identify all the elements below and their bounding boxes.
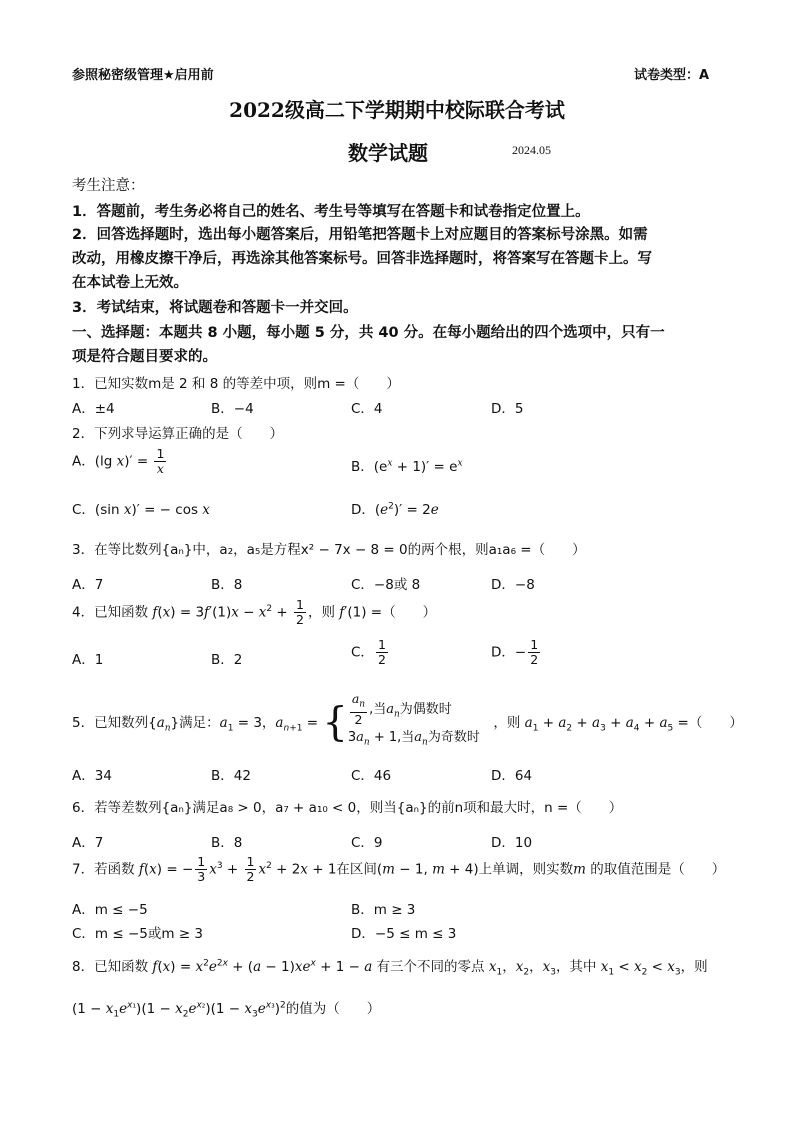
q3-option-c: C．−8或 8 (351, 577, 421, 593)
page-subtitle: 数学试题 (348, 141, 428, 165)
q4-option-c-label: C． (351, 644, 374, 661)
q3-option-d: D．−8 (491, 577, 535, 593)
q7-option-a: A．m ≤ −5 (72, 902, 148, 918)
section-heading-line1: 一、选择题：本题共 8 小题，每小题 5 分，共 40 分。在每小题给出的四个选项中，只有一 (72, 325, 665, 341)
q2-option-a: A．(lg x)′ = $\frac{1}{x}$ (72, 446, 165, 476)
q4-option-c: C． $\frac{1}{2}$ (351, 637, 386, 667)
q5-option-a: A．34 (72, 768, 112, 784)
section-heading-line2: 项是符合题目要求的。 (72, 349, 217, 365)
q7-option-d: D．−5 ≤ m ≤ 3 (351, 926, 457, 942)
q5-stem: 5．已知数列$\{a_n\}$满足：$a_1 = 3$，$a_{n+1}$ = { $\frac{a_n}{2}$ ,当$a_n$为偶数时 $3a_n + 1$,当$a_n$为奇数时 ，则 $a_1 + a_2 + a_3 + a_4 + a_5$ =（ ） (72, 691, 743, 748)
q6-option-a: A．7 (72, 835, 104, 851)
q1-option-d: D．5 (491, 401, 524, 417)
notes-heading: 考生注意： (72, 178, 145, 194)
q1-option-c: C．4 (351, 401, 383, 417)
q8-tail: 的值为（ ） (285, 1001, 381, 1017)
q3-option-b: B．8 (211, 577, 243, 593)
q4-option-d: D．− $\frac{1}{2}$ (491, 637, 539, 667)
q1-option-b: B．−4 (211, 401, 254, 417)
q5-option-c: C．46 (351, 768, 392, 784)
header-left: 参照秘密级管理★启用前 (72, 68, 214, 83)
q2-option-c: C．(sin x)′ = − cos x (72, 502, 210, 518)
q2-option-d: D．$(e^2)' = 2e$ (351, 501, 439, 518)
q6-option-d: D．10 (491, 835, 533, 851)
q7-stem: 7．若函数 f(x) = − $\frac{1}{3}$ $x^3$ + $\frac{1}{2}$ $x^2 + 2x + 1$在区间(m − 1, m + 4)上单调，则实数m 的取值范围是（ ） (72, 854, 726, 884)
q3-option-a: A．7 (72, 577, 104, 593)
q8-expression: $(1 - x_1e^{x_1})(1 - x_2e^{x_2})(1 - x_3e^{x_3})^2$的值为（ ） (72, 1000, 381, 1020)
q2-option-b: B．$(e^x + 1)' = e^x$ (351, 458, 463, 475)
note-3: 3．考试结束，将试题卷和答题卡一并交回。 (72, 300, 358, 316)
q4-stem: 4．已知函数 $f(x) = 3f'(1)x - x^2$ + $\frac{1}{2}$ ，则 f′(1) =（ ） (72, 597, 437, 627)
note-2b: 改动，用橡皮擦干净后，再选涂其他答案标号。回答非选择题时，将答案写在答题卡上。写 (72, 251, 652, 267)
q3-stem: 3．在等比数列{aₙ}中，a₂，a₅是方程x² − 7x − 8 = 0的两个根，则a₁a₆ =（ ） (72, 542, 586, 558)
q7-option-b: B．m ≥ 3 (351, 902, 416, 918)
q1-stem: 1．已知实数m是 2 和 8 的等差中项，则m =（ ） (72, 376, 400, 392)
q4-option-b: B．2 (211, 652, 243, 668)
q8-stem: 8．已知函数 $f(x) = x^2e^{2x} + (a - 1)xe^x + 1 - a$ 有三个不同的零点 $x_1$，$x_2$，$x_3$，其中 $x_1 < x_2 < x_3$，则 (72, 958, 708, 978)
q5-option-d: D．64 (491, 768, 533, 784)
q4-option-a: A．1 (72, 652, 104, 668)
page-title: 2022级高二下学期期中校际联合考试 (229, 98, 565, 122)
q2-stem: 2．下列求导运算正确的是（ ） (72, 426, 284, 442)
q5-option-b: B．42 (211, 768, 251, 784)
q6-option-b: B．8 (211, 835, 243, 851)
note-2c: 在本试卷上无效。 (72, 275, 188, 291)
exam-date: 2024.05 (512, 143, 551, 157)
q6-option-c: C．9 (351, 835, 383, 851)
q6-stem: 6．若等差数列{aₙ}满足a₈ > 0，a₇ + a₁₀ < 0，则当{aₙ}的前n项和最大时，n =（ ） (72, 800, 623, 816)
q4-option-d-label: D．− (491, 644, 527, 661)
note-2a: 2．回答选择题时，选出每小题答案后，用铅笔把答题卡上对应题目的答案标号涂黑。如需 (72, 227, 648, 243)
header-right: 试卷类型：A (634, 68, 710, 83)
q7-option-c: C．m ≤ −5或m ≥ 3 (72, 926, 204, 942)
q1-option-a: A．±4 (72, 401, 115, 417)
note-1: 1．答题前，考生务必将自己的姓名、考生号等填写在答题卡和试卷指定位置上。 (72, 204, 590, 220)
